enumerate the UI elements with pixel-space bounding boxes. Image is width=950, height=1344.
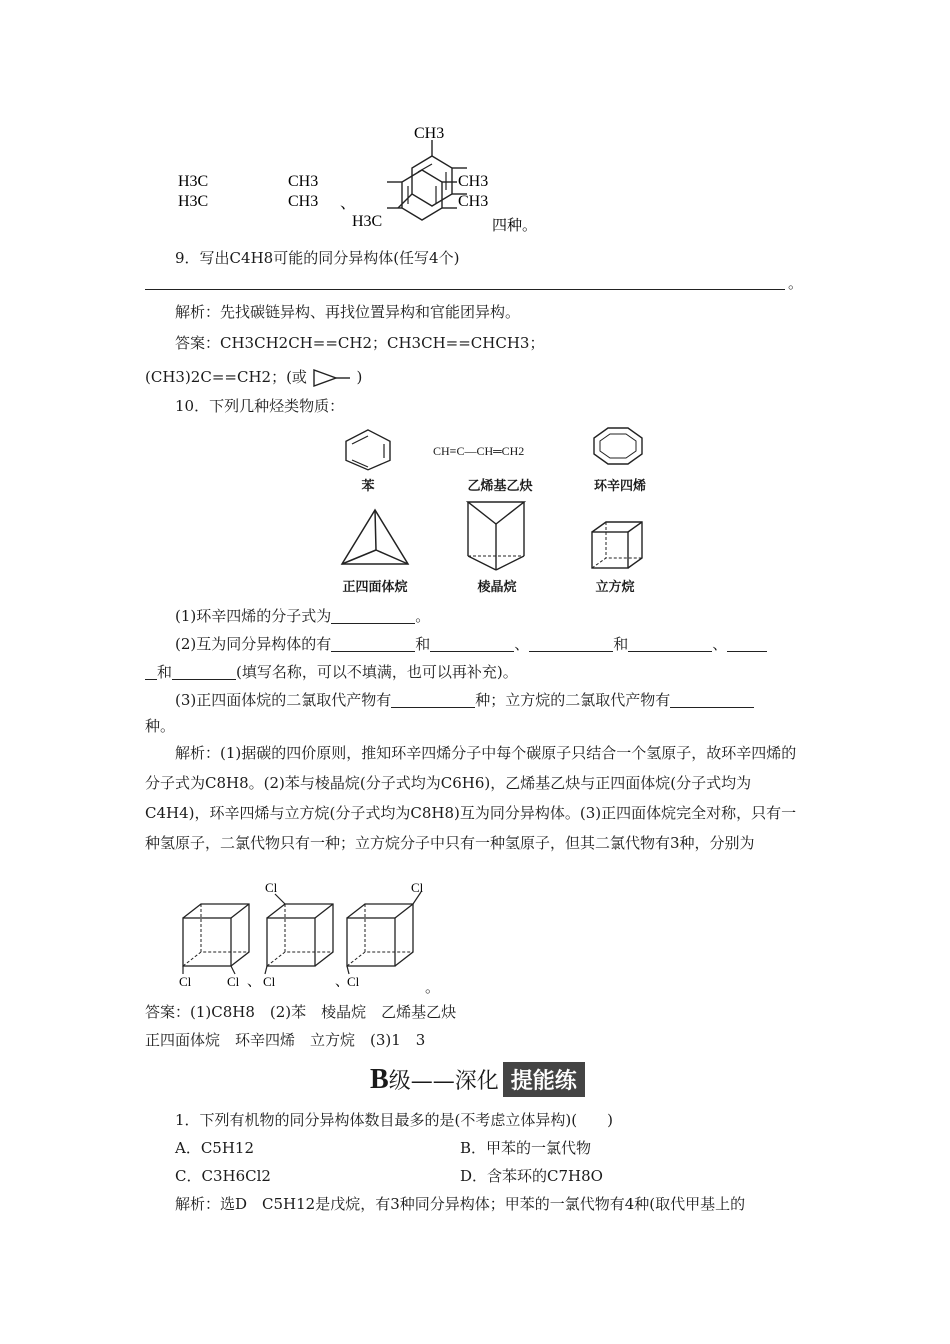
q10-part2-blank5[interactable] xyxy=(727,635,767,652)
q10-part1-blank[interactable] xyxy=(331,607,415,624)
q10-part2-d: 和 xyxy=(613,635,629,653)
q9-analysis: 解析：先找碳链异构、再找位置异构和官能团异构。 xyxy=(175,303,521,321)
mol1-right-bottom: CH3 xyxy=(288,193,319,210)
mol2-right-top: CH3 xyxy=(458,173,489,190)
q10-analysis: 解析：(1)据碳的四价原则，推知环辛四烯分子中每个碳原子只结合一个氢原子，故环辛四烯的分子式为C8H8。(2)苯与棱晶烷(分子式均为C6H6)，乙烯基乙炔与正四面体烷(分子式均为C4H4)，环辛四烯与立方烷(分子式均为C8H8)互为同分异构体。(3)正四面体烷完全对称，只有一种氢原子，二氯代物只有一种；立方烷分子中只有一种氢原子，但其二氯代物有3种，分别为 xyxy=(145,744,797,852)
cl-label-2b: Cl xyxy=(263,974,276,989)
cube-sep-2: 、 xyxy=(335,975,349,990)
section-b-boxed: 提能练 xyxy=(503,1062,585,1097)
q10-part2-a: (2)互为同分异构体的有 xyxy=(175,635,332,653)
mol1-left-bottom: H3C xyxy=(178,193,209,210)
cl-label-1b: Cl xyxy=(227,974,240,989)
q9-answer-line2-a: (CH3)2C==CH2；(或 xyxy=(145,368,307,386)
q10-part3-line1 xyxy=(175,690,754,710)
q10-part3-blank2[interactable] xyxy=(670,691,754,708)
xylene-structures-figure xyxy=(170,118,610,243)
q10-part2-b: 和 xyxy=(415,635,431,653)
q10-part2-blank5b[interactable] xyxy=(145,663,157,680)
q10-part2-blank4[interactable] xyxy=(628,635,712,652)
q10-part1-text: (1)环辛四烯的分子式为 xyxy=(175,607,332,625)
tetrahedrane-icon xyxy=(340,508,410,568)
q9-answer-line2 xyxy=(145,366,362,388)
caption-vinylacetylene: 乙烯基乙炔 xyxy=(467,479,533,494)
cubane-icon xyxy=(590,520,646,570)
q9-end-mark: 。 xyxy=(788,274,804,292)
mol1-right-top: CH3 xyxy=(288,173,319,190)
q10-part2-blank2[interactable] xyxy=(430,635,514,652)
cl-label-2a: Cl xyxy=(265,880,278,895)
b1-option-d[interactable]: D．含苯环的C7H8O xyxy=(460,1167,603,1185)
mol2-top: CH3 xyxy=(414,125,445,142)
b1-option-a[interactable]: A．C5H12 xyxy=(175,1139,255,1157)
caption-benzene: 苯 xyxy=(361,479,375,494)
q10-part2-f: 和 xyxy=(157,663,173,681)
q10-part2-c: 、 xyxy=(514,635,530,653)
cyclopropane-icon xyxy=(312,366,352,388)
b1-question: 1．下列有机物的同分异构体数目最多的是(不考虑立体异构)( ) xyxy=(175,1111,613,1129)
separator: 、 xyxy=(340,195,357,212)
q10-part3-end: 种。 xyxy=(145,717,176,735)
mol2-left-bottom: H3C xyxy=(352,213,383,230)
cl-label-3a: Cl xyxy=(411,880,424,895)
mol2-right-bottom: CH3 xyxy=(458,193,489,210)
structures-suffix: 四种。 xyxy=(492,218,538,234)
q9-answer-blank[interactable] xyxy=(145,273,785,290)
caption-tetrahedrane: 正四面体烷 xyxy=(342,580,408,595)
caption-cubane: 立方烷 xyxy=(595,580,635,595)
q10-answer-line2: 正四面体烷 环辛四烯 立方烷 (3)1 3 xyxy=(145,1031,426,1049)
q10-part2-e: 、 xyxy=(712,635,728,653)
dichloro-cubanes-icon xyxy=(175,880,445,990)
q10-part3-b: 种；立方烷的二氯取代产物有 xyxy=(475,691,671,709)
b1-option-c[interactable]: C．C3H6Cl2 xyxy=(175,1167,271,1185)
b1-analysis: 解析：选D C5H12是戊烷，有3种同分异构体；甲苯的一氯代物有4种(取代甲基上的 xyxy=(175,1195,746,1213)
q10-part3-a: (3)正四面体烷的二氯取代产物有 xyxy=(175,691,392,709)
caption-prismane: 棱晶烷 xyxy=(477,580,517,595)
q10-part2-g: (填写名称，可以不填满，也可以再补充)。 xyxy=(236,663,518,681)
cube-sep-1: 、 xyxy=(247,975,261,990)
q10-answer-line1: 答案：(1)C8H8 (2)苯 棱晶烷 乙烯基乙炔 xyxy=(145,1003,457,1021)
q9-question: 9．写出C4H8可能的同分异构体(任写4个) xyxy=(175,249,460,267)
section-b-header xyxy=(370,1062,585,1098)
b1-option-b[interactable]: B．甲苯的一氯代物 xyxy=(460,1139,592,1157)
q9-answer-line2-b: ) xyxy=(356,368,363,386)
q10-part2-blank6[interactable] xyxy=(172,663,236,680)
q10-part2-blank3[interactable] xyxy=(529,635,613,652)
cube-end: 。 xyxy=(425,978,441,996)
q10-part2-line2 xyxy=(145,662,518,682)
prismane-icon xyxy=(466,500,526,572)
q10-question: 10．下列几种烃类物质： xyxy=(175,397,345,415)
benzene-icon xyxy=(338,428,398,472)
cyclooctatetraene-icon xyxy=(592,426,644,466)
q10-part3-blank1[interactable] xyxy=(391,691,475,708)
section-b-level: B xyxy=(370,1064,389,1095)
q10-part1 xyxy=(175,606,430,626)
section-b-middle: 级——深化 xyxy=(388,1069,499,1094)
q10-part2-blank1[interactable] xyxy=(331,635,415,652)
vinylacetylene-formula: CH≡C—CH═CH2 xyxy=(433,444,525,458)
q10-part1-end: 。 xyxy=(415,607,431,625)
caption-cyclooctatetraene: 环辛四烯 xyxy=(593,479,646,494)
cl-label-3b: Cl xyxy=(347,974,360,989)
mol1-left-top: H3C xyxy=(178,173,209,190)
q10-part2-line1 xyxy=(175,634,767,654)
cl-label-1a: Cl xyxy=(179,974,192,989)
q9-answer-line1: 答案：CH3CH2CH==CH2；CH3CH==CHCH3； xyxy=(175,334,545,352)
